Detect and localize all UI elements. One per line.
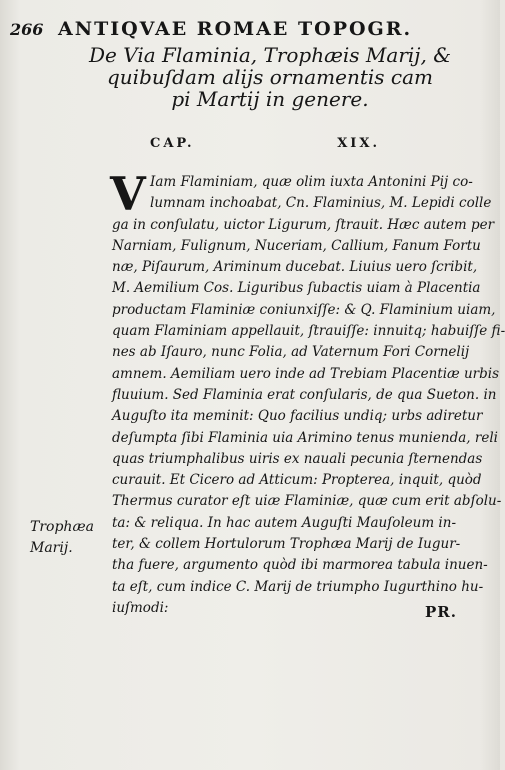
chapter-title-line: De Via Flaminia, Trophæis Marij, & [89,43,451,67]
body-line: productam Flaminiæ coniunxiſſe: & Q. Flaminium uiam, [112,301,496,318]
body-line: Auguſto ita meminit: Quo facilius undiq; urbs adiretur [112,408,483,425]
body-line: ga in conſulatu, uictor Ligurum, ſtrauit. Hæc autem per [112,216,495,233]
margin-note-line: Marij. [30,540,73,556]
catchword: PR. [425,603,457,621]
body-line: deſumpta ſibi Flaminia uia Arimino tenus munienda, reli [112,429,498,446]
body-line: ta: & reliqua. In hac autem Auguſti Mauſoleum in- [112,514,456,531]
body-line: Thermus curator eſt uiæ Flaminiæ, quæ cum erit abſolu- [112,493,502,510]
page-number: 266 [10,20,44,39]
chapter-number [150,136,380,151]
body-line: Iam Flaminiam, quæ olim iuxta Antonini Pij co- [150,174,473,190]
body-line: iuſmodi: [112,599,169,616]
body-text [110,167,505,619]
body-line: quas triumphalibus uiris ex nauali pecunia ſternendas [112,450,483,467]
body-line: næ, Piſaurum, Ariminum ducebat. Liuius uero ſcribit, [112,259,478,276]
margin-note-line: Trophæa [30,519,94,535]
body-line: quam Flaminiam appellauit, ſtrauiſſe: innuitq; habuiſſe fi- [112,323,505,340]
running-head [10,18,490,42]
chapter-cap-label: CAP. [150,136,195,151]
body-line: ter, & collem Hortulorum Trophæa Marij de Iugur- [112,536,461,553]
chapter-title-line: pi Martij in genere. [171,87,369,111]
body-line: amnem. Aemiliam uero inde ad Trebiam Placentiæ urbis [112,365,500,382]
body-line: curauit. Et Cicero ad Atticum: Propterea, inquit, quòd [112,472,482,489]
body-line: lumnam inchoabat, Cn. Flaminius, M. Lepidi colle [150,195,492,212]
running-title: ANTIQVAE ROMAE TOPOGR. [58,18,413,40]
chapter-title-line: quibuſdam alijs ornamentis cam [107,65,433,89]
body-line: Narniam, Fulignum, Nuceriam, Callium, Fanum Fortu [112,237,481,254]
drop-cap: V [110,167,146,221]
body-line: nes ab Iſauro, nunc Folia, ad Vaternum Fori Cornelij [112,344,470,361]
body-line: ta eſt, cum indice C. Marij de triumpho Iugurthino hu- [112,578,484,595]
body-line: fluuium. Sed Flaminia erat conſularis, de qua Sueton. in [112,386,497,403]
body-line: M. Aemilium Cos. Liguribus ſubactis uiam à Placentia [112,280,481,297]
body-line: tha fuere, argumento quòd ibi marmorea tabula inuen- [112,557,488,574]
chapter-roman-numeral: XIX. [337,136,380,151]
margin-note [30,517,110,559]
chapter-title [70,44,470,110]
